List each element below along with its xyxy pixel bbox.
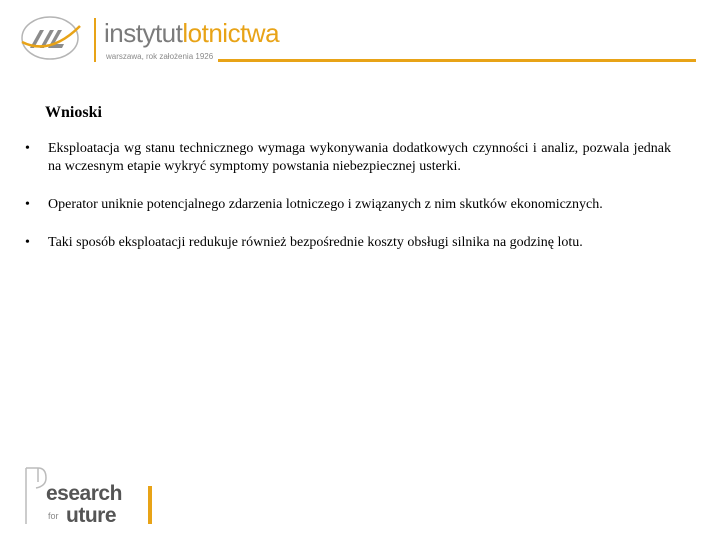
logo-accent-bar [148,486,152,524]
bullet-text: Eksploatacja wg stanu technicznego wymaga wykonywania dodatkowych czynności i analiz, pozwala jednak na wczesnym etapie wykryć symptomy powstania niebezpiecznej usterki. [48,141,671,174]
institute-name-part1: instytut [104,18,183,48]
bullet-item [25,140,671,176]
bullet-marker: • [25,141,30,156]
bullet-list [25,140,671,272]
research-word: esearch [46,482,122,505]
bullet-text: Operator uniknie potencjalnego zdarzenia lotniczego i związanych z nim skutków ekonomicznych. [48,197,603,212]
bullet-text: Taki sposób eksploatacji redukuje również bezpośrednie koszty obsługi silnika na godzinę lotu. [48,235,583,250]
institute-logo [18,12,280,64]
bullet-marker: • [25,197,30,212]
future-word: uture [66,504,116,527]
institute-emblem-icon [18,12,88,64]
institute-tagline: warszawa, rok założenia 1926 [106,52,214,61]
slide-title: Wnioski [45,104,102,121]
for-word: for [48,511,59,521]
bullet-item [25,234,671,252]
institute-name-part2: lotnictwa [182,18,280,48]
institute-name [104,18,279,48]
research-for-future-logo [24,466,156,526]
bullet-marker: • [25,235,30,250]
bullet-item [25,196,671,214]
header-rule [218,59,696,62]
logo-divider [94,18,96,62]
